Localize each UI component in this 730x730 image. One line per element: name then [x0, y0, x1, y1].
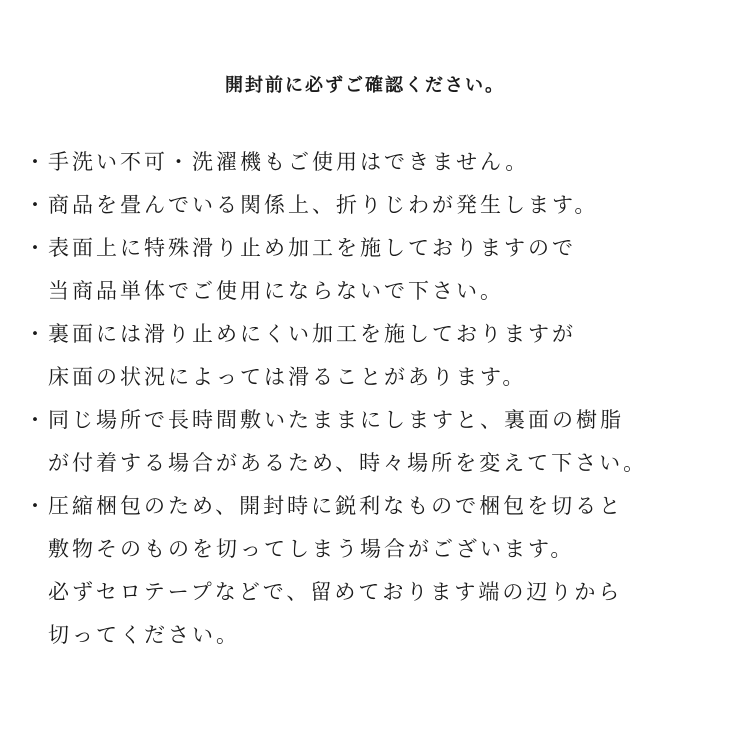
bullet-mark: ・	[24, 193, 46, 217]
note-line	[22, 190, 722, 233]
note-line-continued	[22, 577, 722, 620]
bullet-mark: ・	[24, 322, 46, 346]
note-text: 切ってください。	[48, 623, 240, 647]
note-text: 圧縮梱包のため、開封時に鋭利なもので梱包を切ると	[48, 494, 624, 518]
bullet-mark: ・	[24, 150, 46, 174]
note-line	[22, 147, 722, 190]
note-text: 同じ場所で長時間敷いたままにしますと、裏面の樹脂	[48, 408, 624, 432]
note-text: 床面の状況によっては滑ることがあります。	[48, 365, 527, 389]
note-text: が付着する場合があるため、時々場所を変えて下さい。	[48, 451, 648, 475]
note-text: 敷物そのものを切ってしまう場合がございます。	[48, 537, 575, 561]
note-line-continued	[22, 534, 722, 577]
note-text: 手洗い不可・洗濯機もご使用はできません。	[48, 150, 530, 174]
notes-list	[22, 147, 722, 663]
note-line-continued	[22, 276, 722, 319]
note-text: 表面上に特殊滑り止め加工を施しておりますので	[48, 236, 576, 260]
note-line	[22, 233, 722, 276]
notice-title: 開封前に必ずご確認ください。	[225, 75, 505, 96]
note-line	[22, 405, 722, 448]
note-text: 商品を畳んでいる関係上、折りじわが発生します。	[48, 193, 599, 217]
bullet-mark: ・	[24, 494, 46, 518]
note-line-continued	[22, 448, 722, 491]
note-text: 裏面には滑り止めにくい加工を施しておりますが	[48, 322, 576, 346]
note-line	[22, 319, 722, 362]
note-line-continued	[22, 620, 722, 663]
note-line	[22, 491, 722, 534]
bullet-mark: ・	[24, 408, 46, 432]
bullet-mark: ・	[24, 236, 46, 260]
note-text: 当商品単体でご使用にならないで下さい。	[48, 279, 504, 303]
note-line-continued	[22, 362, 722, 405]
note-text: 必ずセロテープなどで、留めております端の辺りから	[48, 580, 623, 604]
